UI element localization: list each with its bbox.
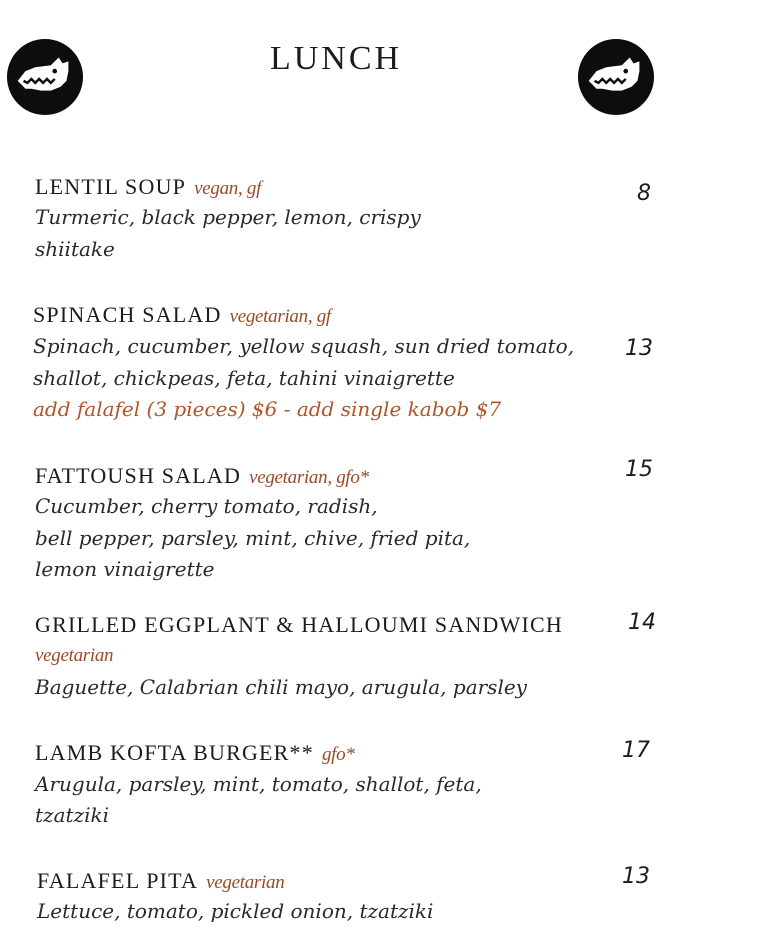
item-description: Lettuce, tomato, pickled onion, tzatziki xyxy=(37,899,434,923)
item-name: FATTOUSH SALAD xyxy=(35,463,242,488)
item-name: LENTIL SOUP xyxy=(35,174,187,199)
item-heading xyxy=(35,612,563,638)
item-tags: vegetarian xyxy=(35,645,114,666)
item-price: 13 xyxy=(622,864,650,889)
item-heading xyxy=(37,868,284,894)
item-description: shallot, chickpeas, feta, tahini vinaigrette xyxy=(33,366,455,390)
boar-head-icon xyxy=(577,38,655,116)
item-addon: add falafel (3 pieces) $6 - add single kabob $7 xyxy=(33,397,502,421)
item-tags: vegetarian xyxy=(206,872,285,893)
item-price: 15 xyxy=(625,457,653,482)
item-description: Spinach, cucumber, yellow squash, sun dried tomato, xyxy=(33,334,575,358)
item-description: Arugula, parsley, mint, tomato, shallot, feta, xyxy=(35,772,482,796)
item-heading xyxy=(35,174,261,200)
item-description: bell pepper, parsley, mint, chive, fried pita, xyxy=(35,526,471,550)
item-price: 8 xyxy=(637,181,651,206)
item-price: 13 xyxy=(625,336,653,361)
item-price: 14 xyxy=(628,610,656,635)
item-description: shiitake xyxy=(35,237,115,261)
item-description: tzatziki xyxy=(35,803,109,827)
item-description: lemon vinaigrette xyxy=(35,557,215,581)
page-title: LUNCH xyxy=(269,40,403,77)
item-name: GRILLED EGGPLANT & HALLOUMI SANDWICH xyxy=(35,612,563,637)
item-description: Baguette, Calabrian chili mayo, arugula, parsley xyxy=(35,675,527,699)
item-description: Turmeric, black pepper, lemon, crispy xyxy=(35,205,421,229)
item-heading xyxy=(35,740,355,766)
item-name: LAMB KOFTA BURGER** xyxy=(35,740,314,765)
item-tags: gfo* xyxy=(321,744,355,765)
item-description: Cucumber, cherry tomato, radish, xyxy=(35,494,378,518)
item-price: 17 xyxy=(622,738,650,763)
item-tags: vegetarian, gf xyxy=(229,306,331,327)
item-name: FALAFEL PITA xyxy=(37,868,199,893)
item-tags: vegan, gf xyxy=(194,178,262,199)
item-heading xyxy=(35,463,369,489)
item-tags: vegetarian, gfo* xyxy=(249,467,369,488)
item-name: SPINACH SALAD xyxy=(33,302,222,327)
item-heading xyxy=(33,302,331,328)
